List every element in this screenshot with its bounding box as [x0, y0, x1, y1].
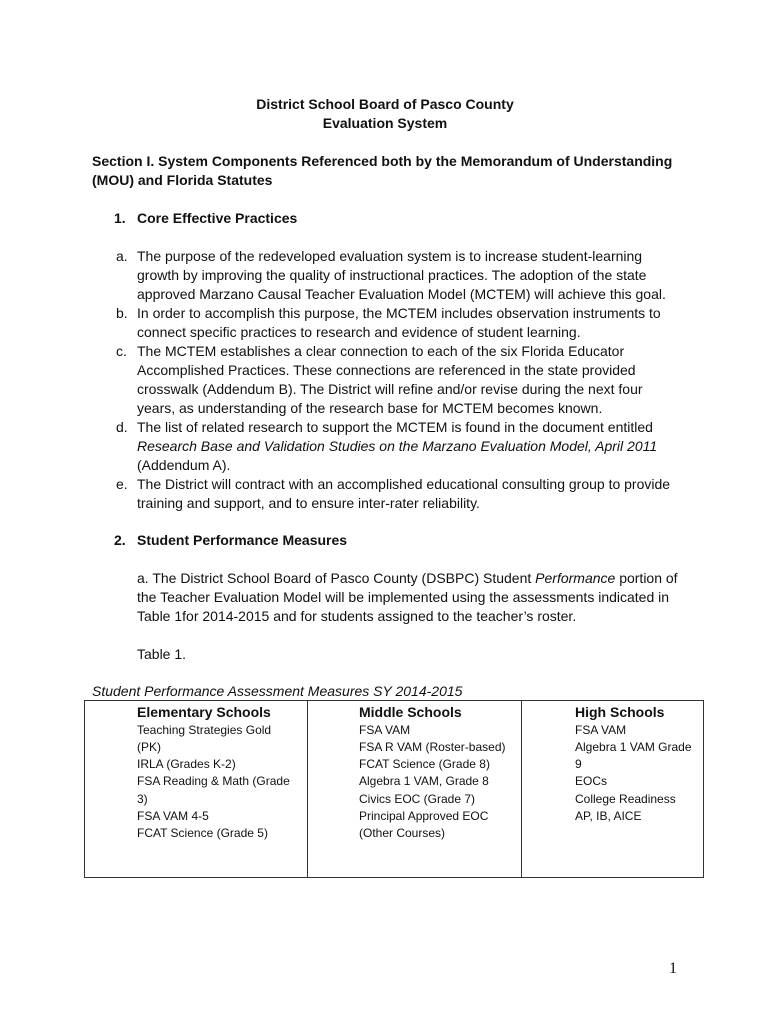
para-text: portion of	[615, 570, 678, 586]
middle-list	[359, 722, 521, 842]
high-list	[575, 722, 703, 825]
item2-paragraph-line1	[137, 569, 678, 588]
list-item: Principal Approved EOC	[359, 808, 489, 823]
doc-title-line2: Evaluation System	[322, 115, 448, 131]
list-item: 3)	[137, 791, 148, 806]
list-marker-e: e.	[116, 476, 128, 492]
list-item: AP, IB, AICE	[575, 808, 642, 823]
list-item: FCAT Science (Grade 5)	[137, 826, 268, 841]
para-emphasis: Performance	[535, 570, 616, 586]
list-item: College Readiness	[575, 791, 676, 806]
item-e-line: training and support, and to ensure inter-rater reliability.	[137, 495, 480, 511]
list-marker-b: b.	[116, 305, 128, 321]
list-item: FSA R VAM (Roster-based)	[359, 740, 506, 754]
item-d-line: The list of related research to support the MCTEM is found in the document entitled	[137, 419, 653, 435]
list-marker-d: d.	[116, 419, 128, 435]
table-caption: Student Performance Assessment Measures SY 2014-2015	[92, 683, 463, 699]
item-d-document-title: Research Base and Validation Studies on the Marzano Evaluation Model, April 2011	[137, 438, 658, 454]
list-item: Teaching Strategies Gold	[137, 722, 272, 737]
page-number: 1	[669, 960, 677, 977]
list-item: FSA VAM 4-5	[137, 808, 209, 823]
elementary-column	[85, 701, 308, 878]
item-d-line: (Addendum A).	[137, 457, 231, 473]
list-marker-a: a.	[116, 248, 128, 264]
item-a-line: The purpose of the redeveloped evaluation system is to increase student-learning	[137, 248, 643, 264]
item-c-line: years, as understanding of the research base for MCTEM becomes known.	[137, 400, 603, 416]
list-item: FSA VAM	[359, 722, 411, 737]
item-a-line: approved Marzano Causal Teacher Evaluation Model (MCTEM) will achieve this goal.	[137, 286, 666, 302]
table-label: Table 1.	[137, 646, 187, 662]
elementary-list	[137, 722, 307, 842]
doc-title-line1: District School Board of Pasco County	[256, 96, 514, 112]
list-item: (PK)	[137, 740, 161, 754]
item-b-line: In order to accomplish this purpose, the MCTEM includes observation instruments to	[137, 305, 661, 321]
list-marker-c: c.	[116, 343, 127, 359]
list-item: Algebra 1 VAM Grade	[575, 740, 692, 754]
list-item: FSA VAM	[575, 722, 627, 737]
item-b-line: connect specific practices to research and evidence of student learning.	[137, 324, 581, 340]
middle-column	[308, 701, 522, 878]
item-c-line: Accomplished Practices. These connections are referenced in the state provided	[137, 362, 636, 378]
column-header: Elementary Schools	[137, 704, 271, 720]
column-header: High Schools	[575, 704, 665, 720]
item-c-line: crosswalk (Addendum B). The District will refine and/or revise during the next four	[137, 381, 643, 397]
item1-number: 1.	[114, 210, 126, 226]
para-text: a. The District School Board of Pasco County (DSBPC) Student	[137, 570, 536, 586]
section-heading-line2: (MOU) and Florida Statutes	[92, 172, 273, 188]
item2-paragraph-line2: the Teacher Evaluation Model will be implemented using the assessments indicated in	[137, 589, 670, 605]
item2-number: 2.	[114, 532, 126, 548]
list-item: EOCs	[575, 774, 608, 789]
item2-paragraph-line3: Table 1for 2014-2015 and for students assigned to the teacher’s roster.	[137, 608, 577, 624]
list-item: 9	[575, 757, 582, 772]
section-heading-line1: Section I. System Components Referenced both by the Memorandum of Understanding	[92, 153, 673, 169]
list-item: FSA Reading & Math (Grade	[137, 774, 290, 789]
item-e-line: The District will contract with an accomplished educational consulting group to provide	[137, 476, 671, 492]
item-a-line: growth by improving the quality of instructional practices. The adoption of the state	[137, 267, 647, 283]
list-item: Civics EOC (Grade 7)	[359, 791, 476, 806]
high-column	[522, 701, 704, 878]
list-item: IRLA (Grades K-2)	[137, 757, 236, 772]
list-item: (Other Courses)	[359, 826, 446, 841]
column-header: Middle Schools	[359, 704, 462, 720]
item1-title: Core Effective Practices	[137, 210, 298, 226]
item-c-line: The MCTEM establishes a clear connection to each of the six Florida Educator	[137, 343, 625, 359]
item2-title: Student Performance Measures	[137, 532, 348, 548]
list-item: FCAT Science (Grade 8)	[359, 757, 490, 772]
assessment-table	[84, 700, 704, 878]
list-item: Algebra 1 VAM, Grade 8	[359, 774, 489, 789]
